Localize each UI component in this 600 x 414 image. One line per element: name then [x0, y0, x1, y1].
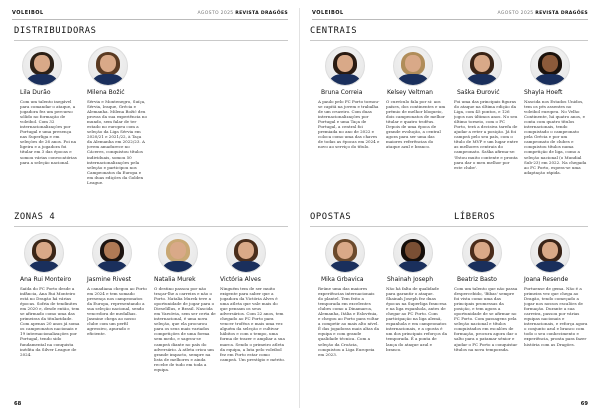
player-name: Shayla Hoeft — [524, 89, 563, 96]
player-photo — [325, 46, 365, 86]
player-photo — [530, 46, 570, 86]
player-photo — [393, 46, 433, 86]
player-bio: O currículo fala por si: aos países, dos continentes e um prémio de melhor bloqueio, dois campeonatos de melhor titular e quatro troféus. Depois de uma época de grande evolução, a central agora para ser uma das maiores referências do ataque azul e branco. — [386, 99, 446, 150]
player-name: Milena Božić — [87, 89, 125, 96]
player-name: Kelsey Veltman — [387, 89, 433, 96]
player-bio: A paulo pelo FC Porto tornou-se capitã na jovem e trabalha de um cruzeiro. Com duas internacionalizações por Portugal e uma Taça de Portugal, a central foi premiada no ano de 2022 e coloca como uma das chaves de todas as épocas em 2024 e novo ao serviço do título. — [318, 99, 380, 150]
section-label: VOLEIBOL — [12, 10, 44, 16]
player-bio: A canadiana chegou ao Porto em 2024 e tem somado presença nos campeonatos da Europa, representando a sua seleção nacional, sendo vencedora de medalhas. Jasmine chega ao nosso clube com um perfil agressivo, apurado e eficiente. — [87, 286, 147, 337]
player-photo — [462, 233, 502, 273]
player-photo — [158, 233, 198, 273]
page-number: 68 — [14, 401, 22, 407]
publication-info — [197, 11, 288, 16]
player-bio: O destino passou por não traçar-lhe a carreira e não o Porto. Natalia Murek teve a oportunidade de jogar para o Dieselillus, e Brasil. Nascida em Varsóvia, sem ser certa de internacional, é uma nova seleção, que ela procurou para os seus mais variados competições de uma forma sem medo, e sagrou-se campeã diante no país do adversário. A atleta criou um grande impacto, sempre na lista de melhores e ainda recebe de tudo em toda a equipa. — [154, 286, 216, 372]
section-title-centrais: CENTRAIS — [310, 26, 358, 36]
player-name: Shainah Joseph — [387, 276, 434, 283]
player-bio: Não há falta de qualidade para garantir o ataque. Shainah Joseph fez duas épocas na Superliga francesa e na liga espanhola, antes de chegar ao FC Porto. Com participação na liga alemã, espanhola e em campeonatos internacionais, e a oposta é um dos principais reforços da temporada. É a ponta de lança do ataque azul e branco. — [386, 286, 448, 352]
player-photo — [22, 46, 62, 86]
right-page — [300, 0, 600, 414]
page-number: 69 — [580, 401, 588, 407]
publication-info — [497, 11, 588, 16]
header-date: AGOSTO 2025 — [197, 10, 234, 16]
player-photo — [393, 233, 433, 273]
magazine-name: REVISTA DRAGÕES — [235, 10, 288, 16]
player-bio: Portuense de gema. Não é a primeira vez que chega ao Dragão, tendo começado a jogar nos nossos escalões de formação. Durante a sua carreira, passou por várias equipas nacionais e internacionais, e reforça agora o conjunto azul e branco com todo o seu conhecimento e experiência, pronta para fazer história com as Dragões. — [524, 286, 588, 347]
magazine-name: REVISTA DRAGÕES — [535, 10, 588, 16]
section-title-distribuidoras: DISTRIBUIDORAS — [14, 26, 97, 36]
player-bio: Com um talento inegável para comandar o ataque, a jogadora fez um percurso sólido no formação de voleibol. Com 32 internacionalizações por Portugal e uma presença nas Superliga e em seleções de 26 anos. Foi na ligeira e a jogadora foi titular em 3 das épocas e somou várias convocatórias para a seleção nacional. — [20, 99, 77, 165]
running-head — [312, 8, 588, 18]
player-photo — [530, 233, 570, 273]
section-rule — [14, 226, 288, 227]
player-name: Jasmine Rivest — [87, 276, 132, 283]
player-bio: Saída do FC Porto desde a infância, Ana Rui Monteiro está no Dragão há várias épocas. Sofria de tendinites em 2020 e, desde então, tem se afirmado como uma das primeiras da titularidade. Com apenas 20 anos já soma os campeonatos nacionais e 19 internacionalizações por Portugal, tendo sido fundamental na conquista inédita da Silver League de 2024. — [20, 286, 80, 357]
player-bio: Foi uma das principais figuras do ataque na última edição da Liga, com 45 pontos, e 126 jogos nos últimos anos. No seu último torneio, com o FC Porto, terá a decisiva tarefa de ajudar a reter a posição. Já foi campeã pelo seu país, com o título de MVP e um lugar entre as melhores centrais do campeonato. Saška afirma-se: 'Estou muito contente e pronta para dar o meu melhor por este clube'. — [454, 99, 518, 170]
player-name: Bruna Correia — [321, 89, 363, 96]
player-bio: Reúne uma das maiores experiências internacionais do plantel. Tem feito a temporada em excelentes clubes como a Dinamarca, Alemanha, Itália e Eslovénia, e chegou ao Porto para voltar a competir ao mais alto nível. É das jogadoras mais altas da equipa e com grande qualidade técnica. Com a seleção da Croácia, conquistou a Liga Europeia em 2023. — [318, 286, 380, 357]
section-rule — [310, 226, 588, 227]
player-bio: Nascida nos Estados Unidos, tem os pés assentes no voleibol europeu. No Velho Continente, há quatro anos, e conta com quatro títulos internacionais, tendo conquistado o campeonato pela Grécia e por um campeonato de clubes e conquistou títulos numa competição de liga, como a seleção nacional (o Mundial Sub-23) em 2022. Na chegada ao FC Porto, espera-se uma adaptação rápida. — [524, 99, 587, 175]
player-name: Ana Rui Monteiro — [20, 276, 72, 283]
section-label: VOLEIBOL — [312, 10, 344, 16]
player-name: Victória Alves — [220, 276, 261, 283]
player-bio: Sérvia e Montenegro, Suíça, Sérvia, Iraque, Grécia e Alemanha. Milena Božić deu provas da sua experiência no mundo, sem falar de ter estado no europeu com a seleção da Liga Sérvia em 2020/21 e 2021/22, à Taça da Alemanha em 2022/23. A jovem amadurece no Cáceres, conquistou títulos individuais, somou 50 internacionalizações pela seleção e participou nos Campeonatos da Europa e em duas edições da Golden League. — [87, 99, 147, 185]
player-name: Mika Grbavica — [321, 276, 364, 283]
player-name: Joana Resende — [524, 276, 569, 283]
header-rule — [312, 19, 588, 20]
player-photo — [325, 233, 365, 273]
player-photo — [88, 46, 128, 86]
section-rule — [310, 40, 588, 41]
player-photo — [226, 233, 266, 273]
player-bio: Com um talento que não passa despercebido, 'Bibas' sempre foi vista como uma das principais promessas da posição, e tem agora a oportunidade de se afirmar no FC Porto. Com passagens pela seleção nacional e títulos conquistados em escalões de formação, procura agora dar o salto para o patamar sénior e ajudar o FC Porto a conquistar títulos na nova temporada. — [454, 286, 518, 352]
section-rule — [14, 40, 288, 41]
player-bio: Ninguém tem de ser muito exigente para saber que a jogadora da Victória Alves é uma atleta que vale mais do que pensam os seus adversários. Com 22 anos, tem chegado ao FC Porto para vencer troféus e mais uma vez alguém da seleção e cultivar hábitos e com o tempo, uma forma de trazer e ampliar a sua marca. Sendo o primeiro atleta da equipa, a luta pelo voleibol fez em Porto estar como campeã. Um prestígio e mérito. — [220, 286, 285, 362]
player-photo — [24, 233, 64, 273]
header-date: AGOSTO 2025 — [497, 10, 534, 16]
player-name: Natalia Murek — [154, 276, 196, 283]
player-name: Saška Đurović — [457, 89, 500, 96]
player-name: Beatriz Basto — [457, 276, 497, 283]
player-photo — [462, 46, 502, 86]
section-title-zonas-4: ZONAS 4 — [14, 212, 56, 222]
running-head — [12, 8, 288, 18]
player-name: Lila Durão — [20, 89, 51, 96]
player-photo — [92, 233, 132, 273]
header-rule — [12, 19, 288, 20]
section-title-opostas: OPOSTAS — [310, 212, 352, 222]
section-title-liberos: LÍBEROS — [454, 212, 496, 222]
